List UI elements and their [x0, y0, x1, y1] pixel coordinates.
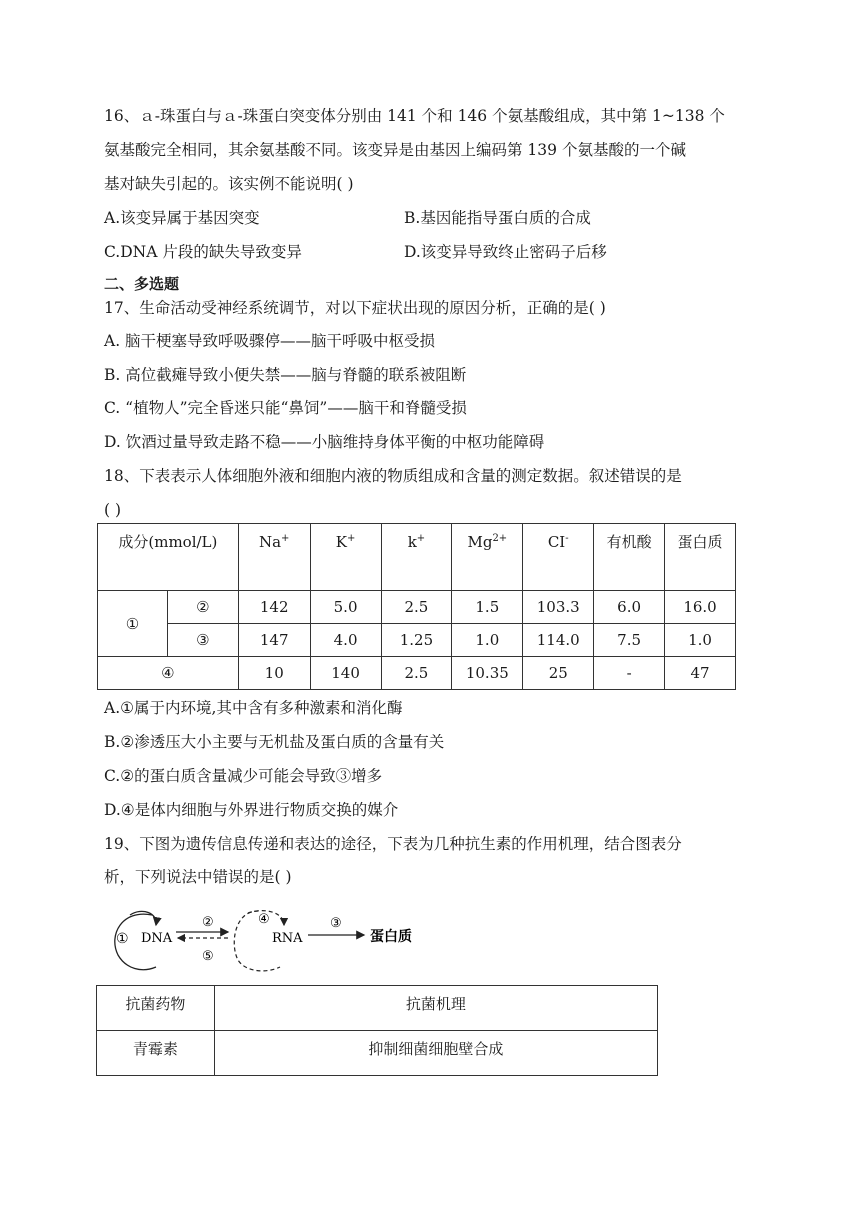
table-row	[98, 624, 736, 657]
table-cell: 16.0	[665, 591, 736, 624]
header-mg: $Mg^{2+}$	[452, 524, 523, 591]
q17-option-c: C. “植物人”完全昏迷只能“鼻饲”——脑干和脊髓受损	[104, 399, 467, 417]
table-cell: 147	[238, 624, 310, 657]
q18-option-a: A.①属于内环境,其中含有多种激素和消化酶	[104, 699, 403, 717]
header-organic-acid: 有机酸	[594, 524, 665, 591]
label-n3: ③	[330, 916, 342, 931]
label-n1: ①	[116, 931, 129, 947]
table-row	[98, 657, 736, 690]
header-protein: 蛋白质	[665, 524, 736, 591]
header-mechanism: 抗菌机理	[214, 986, 657, 1031]
table-cell: 5.0	[310, 591, 381, 624]
table-cell: 47	[665, 657, 736, 690]
q19-stem-1: 19、下图为遗传信息传递和表达的途径，下表为几种抗生素的作用机理，结合图表分	[104, 835, 682, 853]
table-cell: 抑制细菌细胞壁合成	[214, 1031, 657, 1076]
label-n5: ⑤	[202, 949, 214, 964]
table-cell: 142	[238, 591, 310, 624]
q17-option-b: B. 高位截瘫导致小便失禁——脑与脊髓的联系被阻断	[104, 366, 467, 384]
table-cell: 103.3	[523, 591, 594, 624]
table-cell: 1.0	[452, 624, 523, 657]
label-protein: 蛋白质	[370, 929, 412, 945]
header-cl: CI-	[523, 524, 594, 591]
label-n2: ②	[202, 915, 214, 930]
gene-expression-diagram	[108, 905, 438, 975]
header-k-lower: k+	[381, 524, 452, 591]
header-drug: 抗菌药物	[97, 986, 215, 1031]
q17-stem: 17、生命活动受神经系统调节，对以下症状出现的原因分析，正确的是( )	[104, 299, 606, 317]
label-dna: DNA	[141, 931, 173, 946]
table-cell: ③	[167, 624, 238, 657]
table-row	[98, 591, 736, 624]
table-cell: 114.0	[523, 624, 594, 657]
table-cell: 青霉素	[97, 1031, 215, 1076]
table-cell: 10	[238, 657, 310, 690]
q16-line-1: 16、ａ-珠蛋白与ａ-珠蛋白突变体分别由 141 个和 146 个氨基酸组成，其中第 1~138 个	[104, 107, 725, 125]
q16-line-2: 氨基酸完全相同，其余氨基酸不同。该变异是由基因上编码第 139 个氨基酸的一个碱	[104, 141, 686, 159]
table-cell: 10.35	[452, 657, 523, 690]
header-na: Na+	[238, 524, 310, 591]
group-1-cell: ①	[98, 591, 168, 657]
table-cell: 1.25	[381, 624, 452, 657]
table-header-row	[98, 524, 736, 591]
table-cell: 1.5	[452, 591, 523, 624]
header-k: K+	[310, 524, 381, 591]
q18-stem-1: 18、下表表示人体细胞外液和细胞内液的物质组成和含量的测定数据。叙述错误的是	[104, 467, 682, 485]
table-cell: 2.5	[381, 657, 452, 690]
table-cell: -	[594, 657, 665, 690]
q16-option-d: D.该变异导致终止密码子后移	[404, 243, 607, 261]
table-cell: 7.5	[594, 624, 665, 657]
table-cell: ④	[98, 657, 239, 690]
table-row	[97, 1031, 658, 1076]
q16-option-b: B.基因能指导蛋白质的合成	[404, 209, 591, 227]
table-cell: 25	[523, 657, 594, 690]
section-title: 二、多选题	[104, 275, 180, 293]
q18-stem-2: ( )	[104, 501, 122, 519]
table-header-row	[97, 986, 658, 1031]
q16-option-c: C.DNA 片段的缺失导致变异	[104, 243, 302, 261]
composition-table	[97, 523, 736, 690]
q17-option-d: D. 饮酒过量导致走路不稳——小脑维持身体平衡的中枢功能障碍	[104, 433, 545, 451]
label-n4: ④	[258, 912, 270, 927]
label-rna: RNA	[272, 931, 303, 946]
table-cell: 6.0	[594, 591, 665, 624]
q17-option-a: A. 脑干梗塞导致呼吸骤停——脑干呼吸中枢受损	[104, 332, 436, 350]
q16-option-a: A.该变异属于基因突变	[104, 209, 260, 227]
q18-option-c: C.②的蛋白质含量减少可能会导致③增多	[104, 767, 383, 785]
q18-option-b: B.②渗透压大小主要与无机盐及蛋白质的含量有关	[104, 733, 445, 751]
replication-arrow	[130, 911, 156, 925]
table-cell: 1.0	[665, 624, 736, 657]
table-cell: 140	[310, 657, 381, 690]
table-cell: 4.0	[310, 624, 381, 657]
table-cell: 2.5	[381, 591, 452, 624]
q18-option-d: D.④是体内细胞与外界进行物质交换的媒介	[104, 801, 399, 819]
q16-line-3: 基对缺失引起的。该实例不能说明( )	[104, 175, 354, 193]
table-cell: ②	[167, 591, 238, 624]
q19-stem-2: 析，下列说法中错误的是( )	[104, 868, 292, 886]
antibiotic-table	[96, 985, 658, 1076]
header-component: 成分(mmol/L)	[98, 524, 239, 591]
